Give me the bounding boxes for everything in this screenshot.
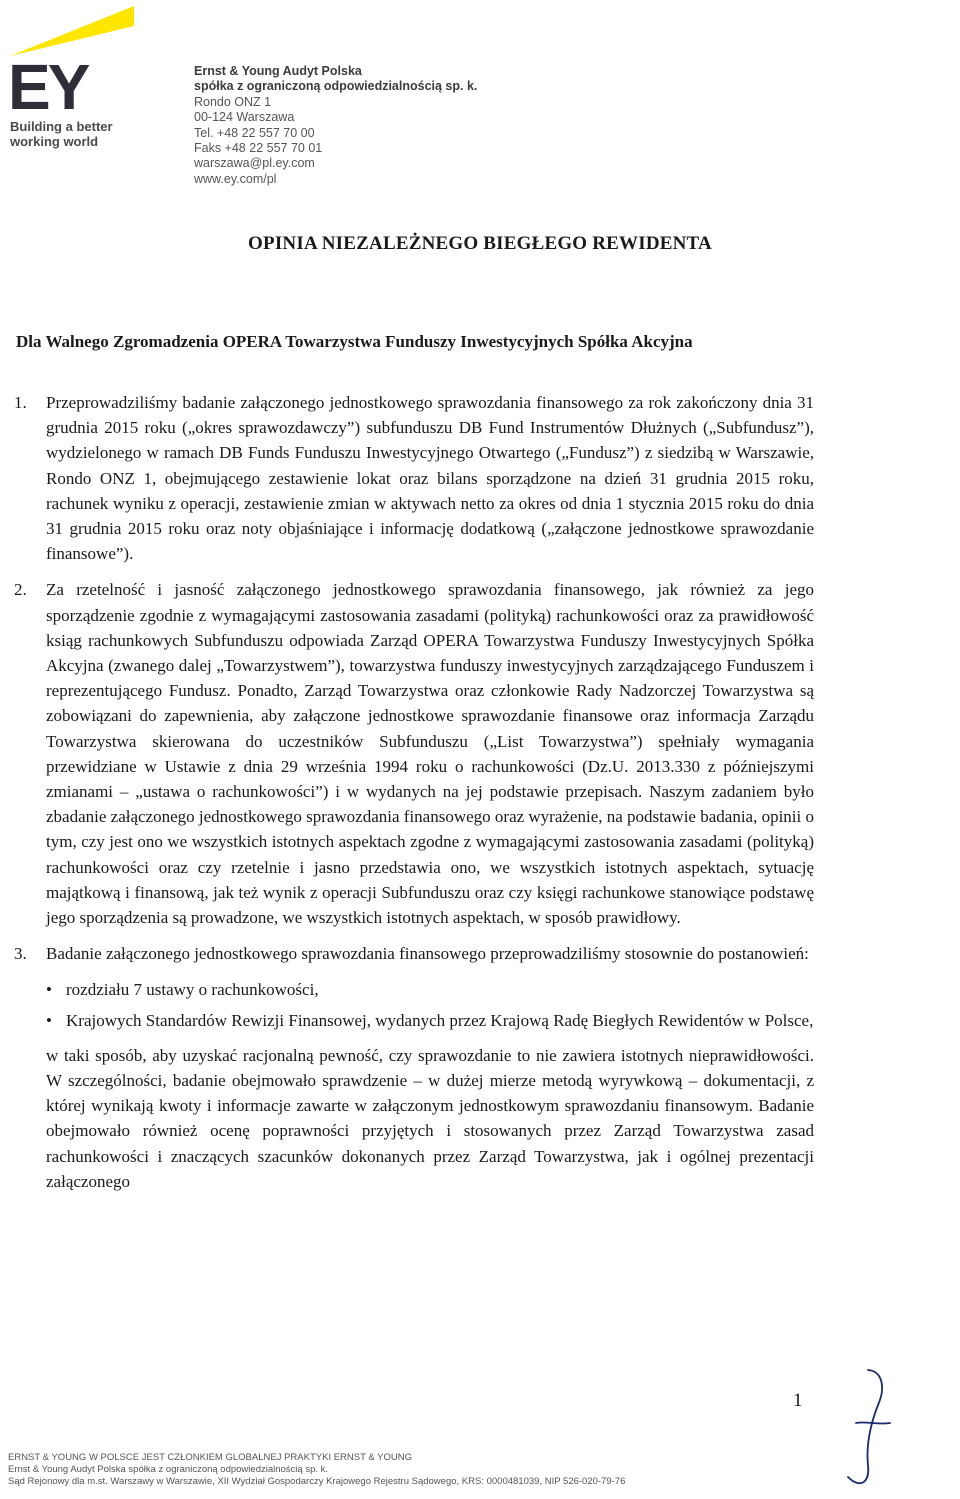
addressee-line: Dla Walnego Zgromadzenia OPERA Towarzystwa Funduszy Inwestycyjnych Spółka Akcyjna xyxy=(16,332,693,351)
firm-name: Ernst & Young Audyt Polska xyxy=(194,64,362,78)
logo-letters: EY xyxy=(8,51,88,123)
paragraph-3-continuation: w taki sposób, aby uzyskać racjonalną pewność, czy sprawozdanie to nie zawiera istotnych nieprawidłowości. W szczególności, badanie obejmowało sprawdzenie – w dużej mierze metodą wyrywkową – dokumentacji, z której wynikają kwoty i informacje zawarte w załączonym jednostkowym sprawozdaniu finansowym. Badanie obejmowało również ocenę poprawności przyjętych i stosowanych przez Zarząd Towarzystwa zasad rachunkowości i znaczących szacunków dokonanych przez Zarząd Towarzystwa, jak i ogólnej prezentacji załączonego xyxy=(46,1045,814,1191)
paragraph-number: 2. xyxy=(14,580,27,600)
paragraph-number: 3. xyxy=(14,944,27,964)
firm-email: warszawa@pl.ey.com xyxy=(194,156,315,171)
bullet-item xyxy=(46,1008,814,1033)
bullet-dot-icon: • xyxy=(46,1010,52,1030)
paragraph-text: Przeprowadziliśmy badanie załączonego jednostkowego sprawozdania finansowego za rok zakończony dnia 31 grudnia 2015 roku („okres sprawozdawczy”) subfunduszu DB Fund Instrumentów Dłużnych („Subfundusz”), wydzielonego w ramach DB Funds Funduszu Inwestycyjnego Otwartego („Fundusz”) z siedzibą w Warszawie, Rondo ONZ 1, obejmującego zestawienie lokat oraz bilans sporządzone na dzień 31 grudnia 2015 roku, rachunek wyniku z operacji, zestawienie zmian w aktywach netto za okres od dnia 1 stycznia 2015 roku do dnia 31 grudnia 2015 roku oraz noty objaśniające i informację dodatkową („załączone jednostkowe sprawozdanie finansowe”). xyxy=(46,393,814,564)
paragraph-1 xyxy=(14,390,814,566)
paragraph-text: Za rzetelność i jasność załączonego jednostkowego sprawozdania finansowego, jak również za jego sporządzenie zgodnie z wymagającymi zastosowania zasadami (polityką) rachunkowości oraz za prawidłowość ksiąg rachunkowych Subfunduszu odpowiada Zarząd OPERA Towarzystwa Funduszy Inwestycyjnych Spółka Akcyjna (zwanego dalej „Towarzystwem”), towarzystwa funduszy inwestycyjnych zarządzającego Funduszem i reprezentującego Fundusz. Ponadto, Zarząd Towarzystwa oraz członkowie Rady Nadzorczej Towarzystwa są zobowiązani do zapewnienia, aby załączone jednostkowe sprawozdanie finansowe oraz informacja Zarządu Towarzystwa skierowana do uczestników Subfunduszu („List Towarzystwa”) spełniały wymagania przewidziane w Ustawie z dnia 29 września 1994 roku o rachunkowości (Dz.U. 2013.330 z późniejszymi zmianami – „ustawa o rachunkowości”) i w wydanych na jej podstawie przepisach. Naszym zadaniem było zbadanie załączonego jednostkowego sprawozdania finansowego oraz wyrażenie, na podstawie badania, opinii o tym, czy jest ono we wszystkich istotnych aspektach zgodne z wymagającymi zastosowania zasadami (polityką) rachunkowości oraz czy rzetelnie i jasno przedstawia ono, we wszystkich istotnych aspektach, sytuację majątkową i finansową, jak też wynik z operacji Subfunduszu oraz czy księgi rachunkowe stanowiące podstawę jego sporządzenia są prowadzone, we wszystkich istotnych aspektach, w sposób prawidłowy. xyxy=(46,580,815,928)
paragraph-3 xyxy=(14,941,814,966)
bullet-text: Krajowych Standardów Rewizji Finansowej, wydanych przez Krajową Radę Biegłych Rewidentów w Polsce, xyxy=(66,1010,814,1030)
footer-registry-info: Sąd Rejonowy dla m.st. Warszawy w Warszawie, XII Wydział Gospodarczy Krajowego Rejestru Sądowego, KRS: 0000481039, NIP 526-020-79-76 xyxy=(8,1476,626,1488)
firm-contact-block xyxy=(194,64,477,187)
firm-address-line1: Rondo ONZ 1 xyxy=(194,94,272,109)
document-title: OPINIA NIEZALEŻNEGO BIEGŁEGO REWIDENTA xyxy=(248,233,712,254)
handwritten-initial-signature xyxy=(838,1365,904,1493)
bullet-item xyxy=(46,977,814,1002)
bullet-dot-icon: • xyxy=(46,980,52,1000)
firm-website: www.ey.com/pl xyxy=(194,171,277,186)
firm-fax: Faks +48 22 557 70 01 xyxy=(194,141,323,156)
firm-address-line2: 00-124 Warszawa xyxy=(194,110,295,125)
paragraph-text: Badanie załączonego jednostkowego sprawozdania finansowego przeprowadziliśmy stosownie do postanowień: xyxy=(46,944,809,964)
opinion-body xyxy=(14,390,814,1194)
paragraph-number: 1. xyxy=(14,393,27,412)
firm-legal-form: spółka z ograniczoną odpowiedzialnością sp. k. xyxy=(194,79,478,94)
bullet-text: rozdziału 7 ustawy o rachunkowości, xyxy=(66,980,319,1000)
paragraph-2 xyxy=(14,577,814,930)
logo-yellow-beam xyxy=(10,6,134,56)
page-footer xyxy=(8,1452,625,1489)
firm-phone: Tel. +48 22 557 70 00 xyxy=(194,125,315,140)
brand-tagline: Building a better working world xyxy=(10,119,113,149)
page-number: 1 xyxy=(793,1390,803,1411)
footer-network-note: ERNST & YOUNG W POLSCE JEST CZŁONKIEM GLOBALNEJ PRAKTYKI ERNST & YOUNG xyxy=(8,1452,413,1463)
footer-company-name: Ernst & Young Audyt Polska spółka z ograniczoną odpowiedzialnością sp. k. xyxy=(8,1464,329,1476)
